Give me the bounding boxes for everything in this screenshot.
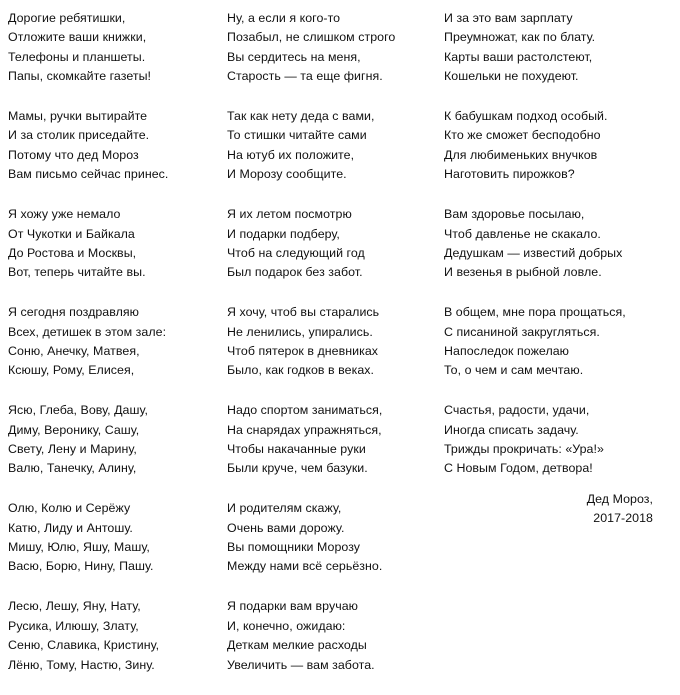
- poem-line: Лесю, Лешу, Яну, Нату,: [8, 599, 141, 614]
- poem-line: Не ленились, упирались.: [227, 324, 373, 339]
- poem-line: С писаниной закругляться.: [444, 324, 600, 339]
- poem-line: Карты ваши растолстеют,: [444, 49, 593, 64]
- poem-line: И везенья в рыбной ловле.: [444, 265, 602, 280]
- poem-line: Чтобы накачанные руки: [227, 442, 366, 457]
- stanza: [227, 107, 432, 185]
- poem-line: Вы помощники Морозу: [227, 540, 361, 555]
- signature-author: Дед Мороз,: [586, 492, 653, 506]
- poem-line: Я подарки вам вручаю: [227, 599, 358, 614]
- poem-line: Я их летом посмотрю: [227, 207, 352, 222]
- poem-line: Ну, а если я кого-то: [227, 11, 341, 25]
- poem-line: И, конечно, ожидаю:: [227, 618, 346, 633]
- stanza: [8, 107, 218, 185]
- poem-column-2: [227, 9, 432, 695]
- stanza: [227, 303, 432, 381]
- poem-line: И родителям скажу,: [227, 501, 342, 516]
- stanza: [8, 401, 218, 479]
- stanza: [444, 107, 674, 185]
- poem-line: Ясю, Глеба, Вову, Дашу,: [8, 403, 148, 418]
- poem-line: В общем, мне пора прощаться,: [444, 305, 626, 320]
- poem-line: Сеню, Славика, Кристину,: [8, 638, 160, 653]
- poem-line: Я хочу, чтоб вы старались: [227, 305, 380, 320]
- poem-line: Мамы, ручки вытирайте: [8, 109, 148, 124]
- poem-line: Я хожу уже немало: [8, 207, 121, 222]
- poem-line: Ксюшу, Рому, Елисея,: [8, 363, 135, 378]
- poem-line: Напоследок пожелаю: [444, 343, 570, 358]
- poem-line: То стишки читайте сами: [227, 128, 367, 143]
- poem-line: С Новым Годом, детвора!: [444, 461, 593, 476]
- poem-line: Всех, детишек в этом зале:: [8, 324, 167, 339]
- poem-line: Позабыл, не слишком строго: [227, 30, 396, 45]
- stanza: [8, 303, 218, 381]
- stanza: [8, 597, 218, 675]
- stanza: [227, 205, 432, 283]
- poem-line: Вы сердитесь на меня,: [227, 49, 361, 64]
- poem-line: Надо спортом заниматься,: [227, 403, 383, 418]
- poem-line: Иногда списать задачу.: [444, 422, 579, 437]
- poem-line: Вот, теперь читайте вы.: [8, 265, 146, 280]
- poem-line: Так как нету деда с вами,: [227, 109, 375, 124]
- poem-line: Увеличить — вам забота.: [227, 657, 375, 672]
- poem-line: Очень вами дорожу.: [227, 520, 345, 535]
- poem-column-3: [444, 9, 674, 499]
- poem-line: И за столик приседайте.: [8, 128, 150, 143]
- stanza: [444, 205, 674, 283]
- stanza: [8, 499, 218, 577]
- poem-line: Васю, Борю, Нину, Пашу.: [8, 559, 154, 574]
- poem-line: И за это вам зарплату: [444, 11, 573, 25]
- stanza: [8, 205, 218, 283]
- poem-line: И Морозу сообщите.: [227, 167, 347, 182]
- signature: [587, 490, 653, 529]
- poem-line: Вам здоровье посылаю,: [444, 207, 585, 222]
- poem-line: Русика, Илюшу, Злату,: [8, 618, 139, 633]
- poem-line: Катю, Лиду и Антошу.: [8, 520, 133, 535]
- poem-line: От Чукотки и Байкала: [8, 226, 135, 241]
- stanza: [227, 499, 432, 577]
- poem-line: До Ростова и Москвы,: [8, 245, 137, 260]
- poem-line: Потому что дед Мороз: [8, 147, 139, 162]
- stanza: [227, 597, 432, 675]
- poem-line: Папы, скомкайте газеты!: [8, 69, 152, 84]
- stanza: [444, 303, 674, 381]
- poem-line: Лёню, Тому, Настю, Зину.: [8, 657, 155, 672]
- poem-line: Чтоб на следующий год: [227, 245, 365, 260]
- poem-line: Был подарок без забот.: [227, 265, 363, 280]
- poem-line: Мишу, Юлю, Яшу, Машу,: [8, 540, 150, 555]
- poem-line: Было, как годков в веках.: [227, 363, 375, 378]
- stanza: [444, 401, 674, 479]
- poem-line: Старость — та еще фигня.: [227, 69, 383, 84]
- poem-line: Преумножат, как по блату.: [444, 30, 596, 45]
- stanza: [227, 9, 432, 87]
- poem-line: И подарки подберу,: [227, 226, 340, 241]
- poem-line: Кошельки не похудеют.: [444, 69, 579, 84]
- poem-line: Дедушкам — известий добрых: [444, 245, 623, 260]
- poem-line: Соню, Анечку, Матвея,: [8, 343, 140, 358]
- poem-line: Диму, Веронику, Сашу,: [8, 422, 140, 437]
- stanza: [227, 401, 432, 479]
- poem-column-1: [8, 9, 218, 695]
- poem-line: Свету, Лену и Марину,: [8, 442, 137, 457]
- poem-line: Деткам мелкие расходы: [227, 638, 367, 653]
- poem-line: Я сегодня поздравляю: [8, 305, 139, 320]
- poem-line: На ютуб их положите,: [227, 147, 355, 162]
- signature-years: 2017-2018: [593, 511, 653, 526]
- poem-line: На снарядах упражняться,: [227, 422, 382, 437]
- poem-line: Валю, Танечку, Алину,: [8, 461, 137, 476]
- poem-line: Для любименьких внучков: [444, 147, 598, 162]
- poem-line: Чтоб давленье не скакало.: [444, 226, 601, 241]
- poem-line: Наготовить пирожков?: [444, 167, 575, 182]
- poem-line: Между нами всё серьёзно.: [227, 559, 383, 574]
- poem-line: Вам письмо сейчас принес.: [8, 167, 169, 182]
- stanza: [8, 9, 218, 87]
- poem-line: Трижды прокричать: «Ура!»: [444, 442, 604, 457]
- poem-line: Счастья, радости, удачи,: [444, 403, 590, 418]
- stanza: [444, 9, 674, 87]
- poem-line: Телефоны и планшеты.: [8, 49, 146, 64]
- poem-line: Олю, Колю и Серёжу: [8, 501, 131, 516]
- poem-line: Дорогие ребятишки,: [8, 11, 126, 25]
- poem-line: Кто же сможет бесподобно: [444, 128, 601, 143]
- poem-line: Отложите ваши книжки,: [8, 30, 147, 45]
- poem-line: К бабушкам подход особый.: [444, 109, 608, 124]
- poem-line: Были круче, чем базуки.: [227, 461, 368, 476]
- poem-line: Чтоб пятерок в дневниках: [227, 343, 379, 358]
- poem-line: То, о чем и сам мечтаю.: [444, 363, 584, 378]
